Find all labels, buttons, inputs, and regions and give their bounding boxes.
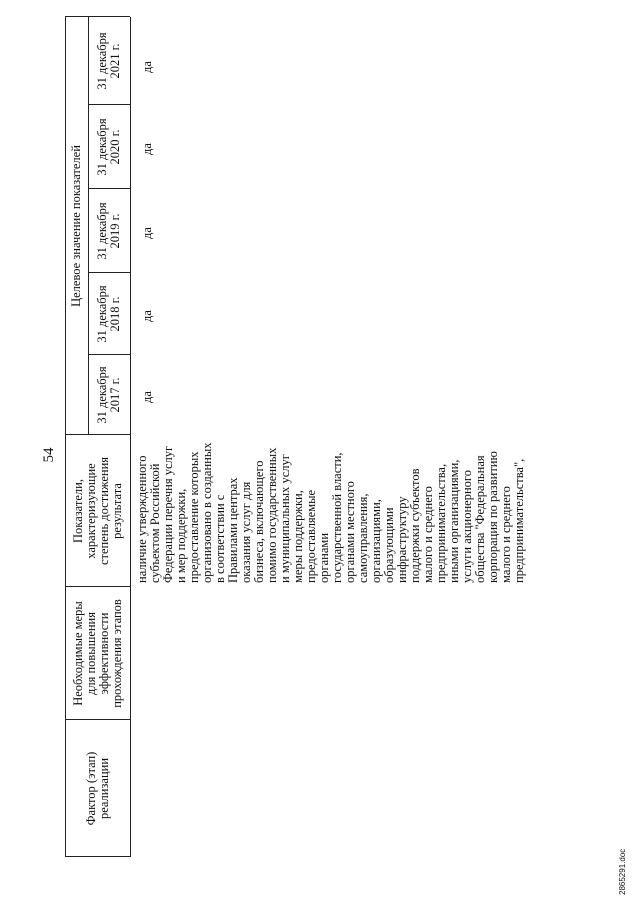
header-indicators-label: Показатели, характеризующие степень достижения результата [70,456,124,566]
header-factor [65,720,130,857]
header-date-label: 31 декабря 2017 г. [95,366,122,424]
header-date-2020 [88,105,130,189]
header-indicators [65,435,130,587]
value-2018: да [140,310,154,322]
header-measures-label: Необходимые меры для повышения эффективности прохождения этапов [70,599,124,708]
header-date-label: 31 декабря 2018 г. [95,285,122,343]
footer-filename: 2865291.doc [618,848,627,895]
header-date-label: 31 декабря 2019 г. [95,202,122,260]
header-date-2017 [88,355,130,435]
header-target-values [65,17,88,435]
indicator-text: наличие утвержденного субъектом Российской Федерации перечня услуг и мер поддержки, предоставление которых организовано в созданных в соответствии с Правилами центрах оказания услуг для бизнеса, включающего помимо государственных и муниципальных услуг меры поддержки, предоставляемые органами государственной власти, органами местного самоуправления, организациями, образующими инфраструктуру поддержки субъектов малого и среднего предпринимательства, иными организациями, услуги акционерного общества "Федеральная корпорация по развитию малого и среднего предпринимательства", [135,442,526,583]
value-2021: да [140,61,154,73]
header-date-label: 31 декабря 2021 г. [95,32,122,90]
header-date-2018 [88,273,130,355]
header-date-label: 31 декабря 2020 г. [95,118,122,176]
page-number: 54 [41,447,57,463]
value-2017: да [140,391,154,403]
header-date-2019 [88,189,130,273]
header-measures [65,587,130,720]
header-target-values-label: Целевое значение показателей [69,145,83,307]
header-factor-label: Фактор (этап) реализации [83,751,111,826]
value-2019: да [140,227,154,239]
value-2020: да [140,143,154,155]
header-date-2021 [88,17,130,105]
